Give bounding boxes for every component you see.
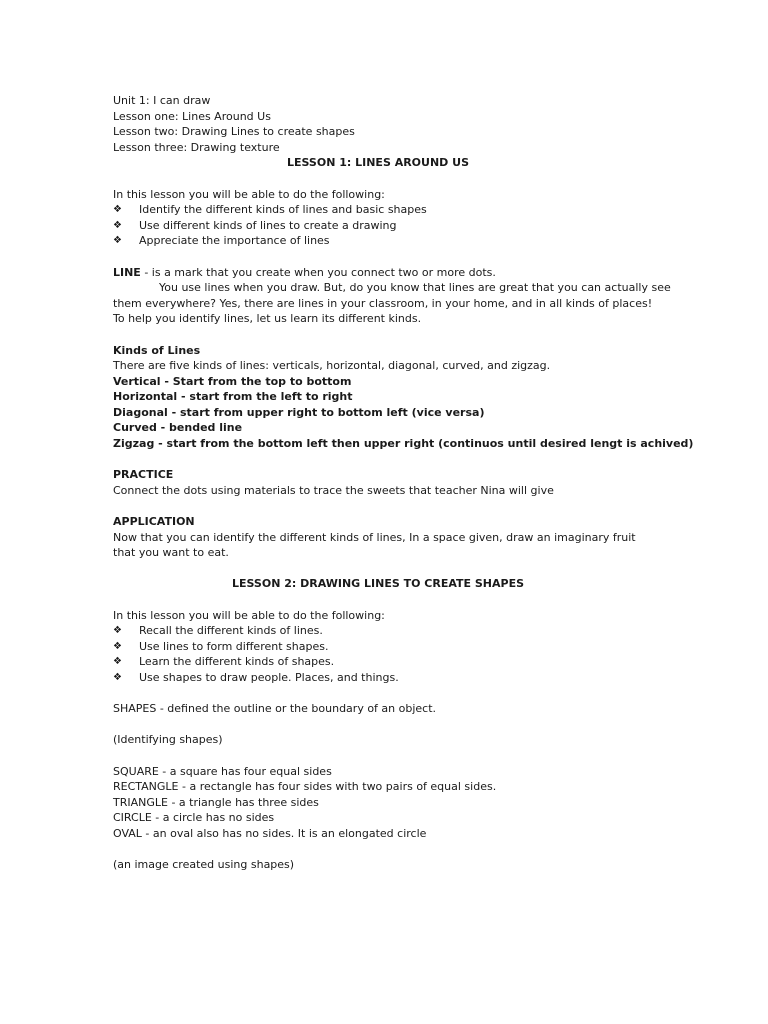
spacer	[113, 452, 643, 468]
lesson-one-listing: Lesson one: Lines Around Us	[113, 109, 271, 123]
document-body	[113, 93, 694, 873]
diamond-bullet-icon: ❖	[113, 204, 122, 216]
application-text: Now that you can identify the different kinds of lines, In a space given, draw an imaginary fruit that you want to eat.	[113, 530, 636, 560]
image-note: (an image created using shapes)	[113, 858, 295, 872]
practice-heading: PRACTICE	[113, 468, 174, 482]
diamond-bullet-icon: ❖	[113, 235, 122, 247]
objective-text: Identify the different kinds of lines and basic shapes	[139, 203, 427, 217]
objective-text: Use shapes to draw people. Places, and things.	[139, 670, 399, 684]
kinds-intro: There are five kinds of lines: verticals, horizontal, diagonal, curved, and zigzag.	[113, 359, 551, 373]
spacer	[113, 842, 643, 858]
unit-title: Unit 1: I can draw	[113, 94, 211, 107]
application-heading: APPLICATION	[113, 515, 195, 529]
kind-curved: Curved - bended line	[113, 421, 243, 435]
practice-text: Connect the dots using materials to trace the sweets that teacher Nina will give	[113, 483, 554, 497]
lesson2-title: LESSON 2: DRAWING LINES TO CREATE SHAPES	[231, 577, 524, 591]
spacer	[113, 327, 643, 343]
diamond-bullet-icon: ❖	[113, 671, 122, 683]
kind-diagonal: Diagonal - start from upper right to bottom left (vice versa)	[113, 405, 485, 419]
lines-paragraph-3: To help you identify lines, let us learn its different kinds.	[113, 312, 422, 326]
lesson1-intro: In this lesson you will be able to do the following:	[113, 187, 385, 201]
shape-oval: OVAL - an oval also has no sides. It is an elongated circle	[113, 826, 427, 840]
lesson2-objective	[113, 654, 643, 670]
spacer	[113, 249, 643, 265]
lesson2-objective	[113, 639, 643, 655]
objective-text: Use lines to form different shapes.	[139, 639, 329, 653]
lesson2-objective	[113, 670, 643, 686]
line-term: LINE	[113, 265, 141, 279]
shape-triangle: TRIANGLE - a triangle has three sides	[113, 795, 319, 809]
lesson1-title: LESSON 1: LINES AROUND US	[286, 156, 469, 170]
line-definition-text: - is a mark that you create when you connect two or more dots.	[140, 265, 496, 279]
lesson1-objective	[113, 202, 643, 218]
spacer	[113, 686, 643, 702]
spacer	[113, 717, 643, 733]
kind-horizontal: Horizontal - start from the left to right	[113, 390, 353, 404]
kind-zigzag: Zigzag - start from the bottom left then upper right (continuos until desired lengt is achived)	[113, 437, 694, 451]
lesson2-intro: In this lesson you will be able to do the following:	[113, 608, 385, 622]
shapes-definition: SHAPES - defined the outline or the boundary of an object.	[113, 702, 437, 716]
diamond-bullet-icon: ❖	[113, 656, 122, 668]
lesson1-objective	[113, 218, 643, 234]
kinds-heading: Kinds of Lines	[113, 343, 201, 357]
lesson2-objective	[113, 623, 643, 639]
spacer	[113, 171, 643, 187]
objective-text: Recall the different kinds of lines.	[139, 624, 323, 638]
lesson1-objective	[113, 233, 643, 249]
spacer	[113, 592, 643, 608]
objective-text: Appreciate the importance of lines	[139, 234, 330, 248]
spacer	[113, 561, 643, 577]
lines-paragraph-1: You use lines when you draw. But, do you know that lines are great that you can actually see	[159, 281, 671, 295]
diamond-bullet-icon: ❖	[113, 219, 122, 231]
diamond-bullet-icon: ❖	[113, 625, 122, 637]
objective-text: Use different kinds of lines to create a drawing	[139, 218, 397, 232]
spacer	[113, 498, 643, 514]
identifying-shapes-note: (Identifying shapes)	[113, 733, 223, 747]
shape-circle: CIRCLE - a circle has no sides	[113, 811, 275, 825]
lesson-three-listing: Lesson three: Drawing texture	[113, 140, 280, 154]
objective-text: Learn the different kinds of shapes.	[139, 655, 335, 669]
line-definition	[113, 265, 643, 281]
spacer	[113, 748, 643, 764]
lesson-two-listing: Lesson two: Drawing Lines to create shapes	[113, 125, 355, 139]
lines-paragraph-2: them everywhere? Yes, there are lines in your classroom, in your home, and in all kinds of places!	[113, 296, 653, 310]
diamond-bullet-icon: ❖	[113, 640, 122, 652]
shape-square: SQUARE - a square has four equal sides	[113, 764, 332, 778]
shape-rectangle: RECTANGLE - a rectangle has four sides with two pairs of equal sides.	[113, 780, 497, 794]
kind-vertical: Vertical - Start from the top to bottom	[113, 374, 352, 388]
